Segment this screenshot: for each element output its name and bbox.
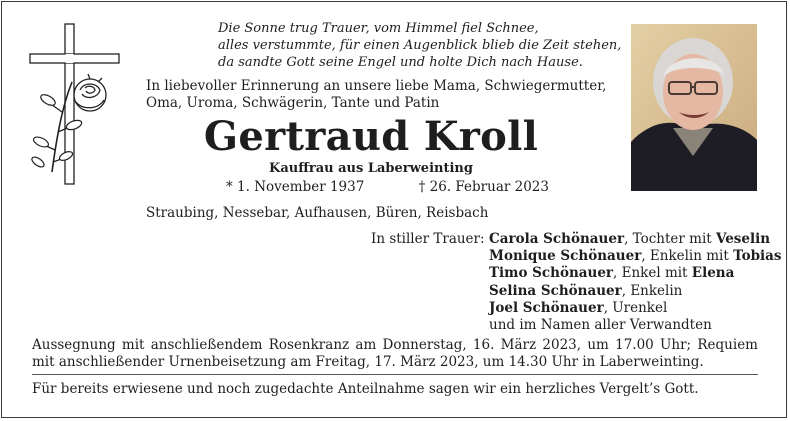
birth-date: * 1. November 1937 <box>226 179 365 195</box>
mourner-name: Carola Schönauer <box>489 231 625 247</box>
mourners-closing: und im Namen aller Verwandten <box>489 317 712 334</box>
intro-line: Oma, Uroma, Schwägerin, Tante und Patin <box>146 95 440 111</box>
life-dates <box>226 179 549 195</box>
deceased-name: Gertraud Kroll <box>203 113 539 160</box>
mourners-list <box>489 231 782 334</box>
mourner-name: Joel Schönauer <box>489 299 604 316</box>
mourner-relation: , Enkel mit <box>613 265 692 282</box>
intro-text <box>146 78 606 112</box>
mourners-label: In stiller Trauer: <box>371 231 485 247</box>
service-details: Aussegnung mit anschließendem Rosenkranz am Donnerstag, 16. März 2023, um 17.00 Uhr; Requiem mit anschließender Urnenbeisetzung am Freitag, 17. März 2023, um 14.30 Uhr in Laberweinting. <box>32 337 758 370</box>
mourner-relation: , Tochter mit <box>624 231 716 247</box>
poem <box>218 20 622 71</box>
deceased-occupation: Kauffrau aus Laberweinting <box>269 161 473 176</box>
mourner-partner: Elena <box>691 265 735 282</box>
mourner-name: Timo Schönauer <box>489 265 614 282</box>
intro-line: In liebevoller Erinnerung an unsere liebe Mama, Schwiegermutter, <box>146 78 607 94</box>
divider <box>32 374 758 375</box>
thanks-line: Für bereits erwiesene und noch zugedachte Anteilnahme sagen wir ein herzliches Vergelt’s Gott. <box>32 381 699 397</box>
poem-line: Die Sonne trug Trauer, vom Himmel fiel Schnee, <box>218 21 539 36</box>
mourner-name: Monique Schönauer <box>489 248 642 265</box>
poem-line: da sandte Gott seine Engel und holte Dich nach Hause. <box>218 55 583 70</box>
mourner-relation: , Urenkel <box>603 299 668 316</box>
mourner-name: Selina Schönauer <box>489 282 622 299</box>
mourner-relation: , Enkelin mit <box>641 248 734 265</box>
mourner-entry <box>489 265 782 282</box>
mourner-partner: Veselin <box>715 231 771 247</box>
mourner-entry <box>489 300 782 317</box>
mourner-entry <box>489 248 782 265</box>
poem-line: alles verstummte, für einen Augenblick blieb die Zeit stehen, <box>218 38 622 53</box>
mourner-partner: Tobias <box>733 248 782 265</box>
portrait-photo <box>631 24 757 191</box>
death-date: † 26. Februar 2023 <box>418 179 549 195</box>
mourner-entry <box>489 283 782 300</box>
mourner-relation: , Enkelin <box>621 282 683 299</box>
cross-with-rose-icon <box>28 22 124 194</box>
mourner-entry <box>489 231 782 248</box>
places-list: Straubing, Nessebar, Aufhausen, Büren, Reisbach <box>146 205 489 221</box>
